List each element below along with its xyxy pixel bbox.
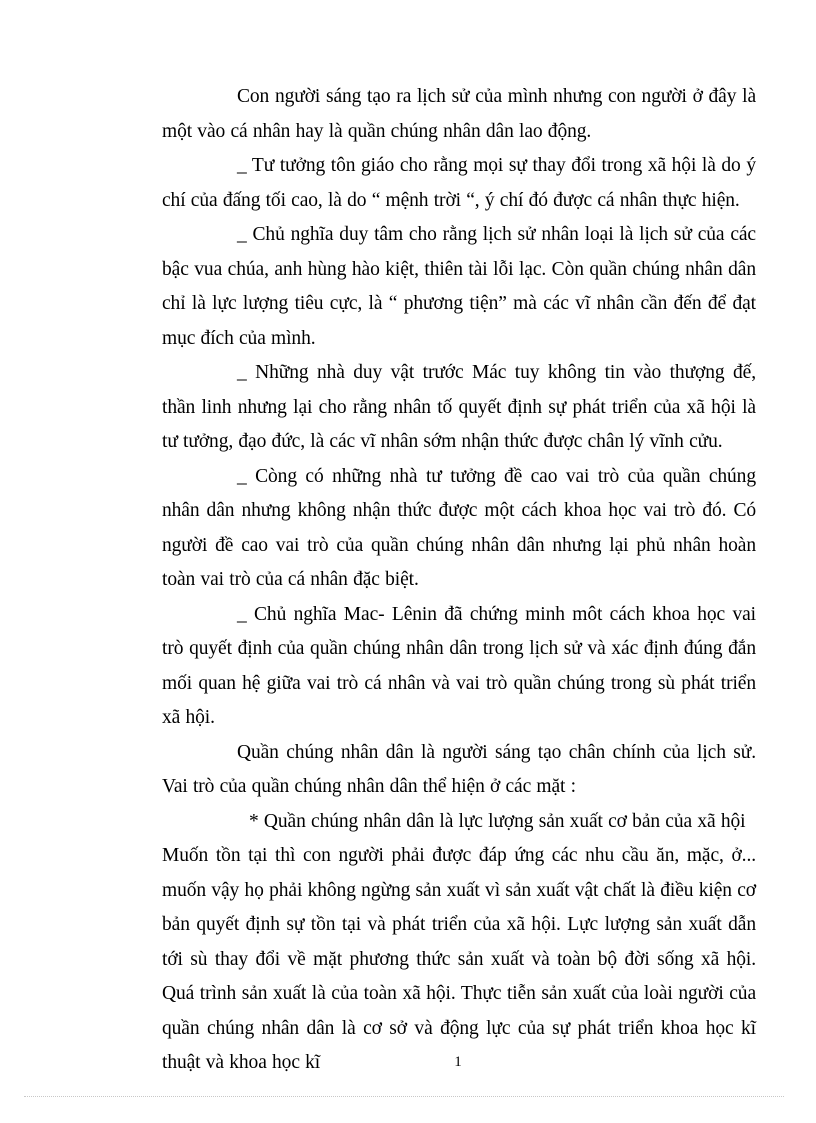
paragraph-production-force-heading: * Quần chúng nhân dân là lực lượng sản xuất cơ bản của xã hội [249, 810, 746, 832]
paragraph-pre-marx-materialism: _ Những nhà duy vật trước Mác tuy không tin vào thượng đế, thần linh nhưng lại cho rằng nhân tố quyết định sự phát triển của xã hội là tư tưởng, đạo đức, là các vĩ nhân sớm nhận thức được chân lý vĩnh cửu. [162, 362, 756, 452]
paragraph-other-thinkers: _ Còng có những nhà tư tưởng đề cao vai trò của quần chúng nhân dân nhưng không nhận thức được một cách khoa học vai trò đó. Có người đề cao vai trò của quần chúng nhân dân nhưng lại phủ nhân hoàn toàn vai trò của cá nhân đặc biệt. [162, 465, 756, 590]
paragraph-religious-view: _ Tư tưởng tôn giáo cho rằng mọi sự thay đổi trong xã hội là do ý chí của đấng tối cao, là do “ mệnh trời “, ý chí đó được cá nhân thực hiện. [162, 155, 756, 211]
paragraph-production-force: Muốn tồn tại thì con người phải được đáp ứng các nhu cầu ăn, mặc, ở... muốn vậy họ phải không ngừng sản xuất vì sản xuất vật chất là điều kiện cơ bản quyết định sự tồn tại và phát triển của xã hội. Lực lượng sản xuất dẫn tới sù thay đổi về mặt phương thức sản xuất và toàn bộ đời sống xã hội. Quá trình sản xuất là của toàn xã hội. Thực tiễn sản xuất của loài người của quần chúng nhân dân là cơ sở và động lực của sự phát triển khoa học kĩ thuật và khoa học kĩ [162, 845, 756, 1073]
paragraph-masses-role: Quần chúng nhân dân là người sáng tạo chân chính của lịch sử. Vai trò của quần chúng nhân dân thể hiện ở các mặt : [162, 741, 756, 797]
paragraph-intro: Con người sáng tạo ra lịch sử của mình nhưng con người ở đây là một vào cá nhân hay là quần chúng nhân dân lao động. [162, 86, 756, 142]
page-bottom-divider [24, 1096, 784, 1097]
body-text [162, 80, 756, 1081]
paragraph-idealism-view: _ Chủ nghĩa duy tâm cho rằng lịch sử nhân loại là lịch sử của các bậc vua chúa, anh hùng hào kiệt, thiên tài lỗi lạc. Còn quần chúng nhân dân chỉ là lực lượng tiêu cực, là “ phương tiện” mà các vĩ nhân cần đến để đạt mục đích của mình. [162, 224, 756, 349]
page-number: 1 [454, 1054, 462, 1070]
paragraph-marxism-leninism: _ Chủ nghĩa Mac- Lênin đã chứng minh môt cách khoa học vai trò quyết định của quần chúng nhân dân trong lịch sử và xác định đúng đắn mối quan hệ giữa vai trò cá nhân và vai trò quần chúng trong sù phát triển xã hội. [162, 603, 756, 728]
